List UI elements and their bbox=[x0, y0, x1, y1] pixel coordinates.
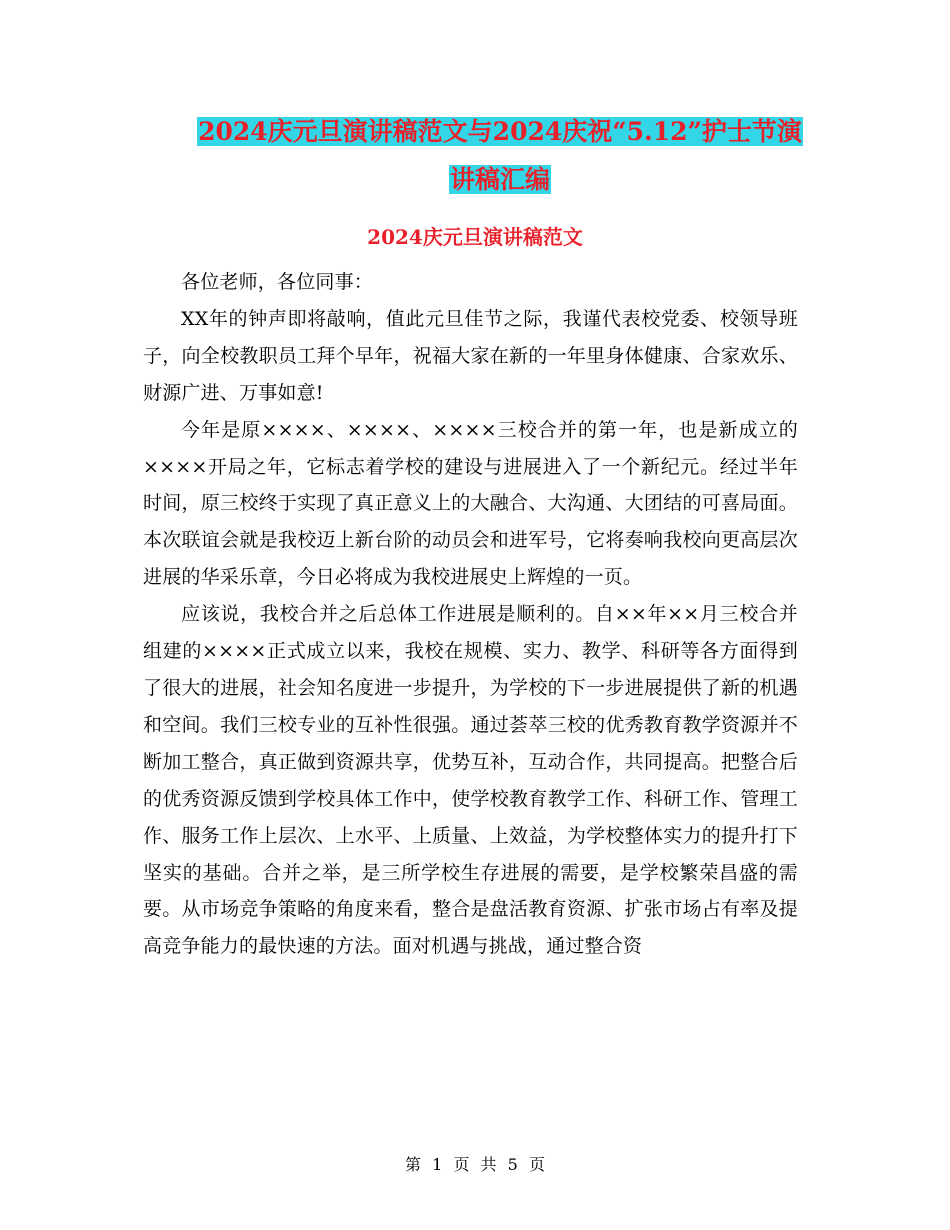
title-line-2: 讲稿汇编 bbox=[449, 165, 550, 194]
footer-suffix: 页 bbox=[528, 1155, 545, 1174]
footer-current-page: 1 bbox=[432, 1155, 443, 1174]
footer-prefix: 第 bbox=[405, 1155, 422, 1174]
page-footer bbox=[0, 1152, 950, 1175]
title-line-1: 2024庆元旦演讲稿范文与2024庆祝“5.12”护士节演 bbox=[198, 117, 802, 146]
footer-total-word: 共 bbox=[480, 1155, 497, 1174]
footer-total-pages: 5 bbox=[507, 1155, 518, 1174]
document-body bbox=[143, 264, 798, 965]
footer-page-word: 页 bbox=[453, 1155, 470, 1174]
document-title bbox=[150, 108, 850, 204]
paragraph: XX年的钟声即将敲响，值此元旦佳节之际，我谨代表校党委、校领导班子，向全校教职员工拜个早年，祝福大家在新的一年里身体健康、合家欢乐、财源广进、万事如意! bbox=[143, 307, 798, 404]
paragraph: 应该说，我校合并之后总体工作进展是顺利的。自××年××月三校合并组建的××××正式成立以来，我校在规模、实力、教学、科研等各方面得到了很大的进展，社会知名度进一步提升，为学校的下一步进展提供了新的机遇和空间。我们三校专业的互补性很强。通过荟萃三校的优秀教育教学资源并不断加工整合，真正做到资源共享，优势互补，互动合作，共同提高。把整合后的优秀资源反馈到学校具体工作中，使学校教育教学工作、科研工作、管理工作、服务工作上层次、上水平、上质量、上效益，为学校整体实力的提升打下坚实的基础。合并之举，是三所学校生存进展的需要，是学校繁荣昌盛的需要。从市场竞争策略的角度来看，整合是盘活教育资源、扩张市场占有率及提高竞争能力的最快速的方法。面对机遇与挑战，通过整合资 bbox=[143, 603, 798, 958]
section-title: 2024庆元旦演讲稿范文 bbox=[367, 225, 583, 249]
paragraph-salutation: 各位老师，各位同事： bbox=[181, 271, 374, 293]
paragraph: 今年是原××××、××××、××××三校合并的第一年，也是新成立的××××开局之年，它标志着学校的建设与进展进入了一个新纪元。经过半年时间，原三校终于实现了真正意义上的大融合、大沟通、大团结的可喜局面。本次联谊会就是我校迈上新台阶的动员会和进军号，它将奏响我校向更高层次进展的华采乐章，今日必将成为我校进展史上辉煌的一页。 bbox=[143, 418, 798, 589]
